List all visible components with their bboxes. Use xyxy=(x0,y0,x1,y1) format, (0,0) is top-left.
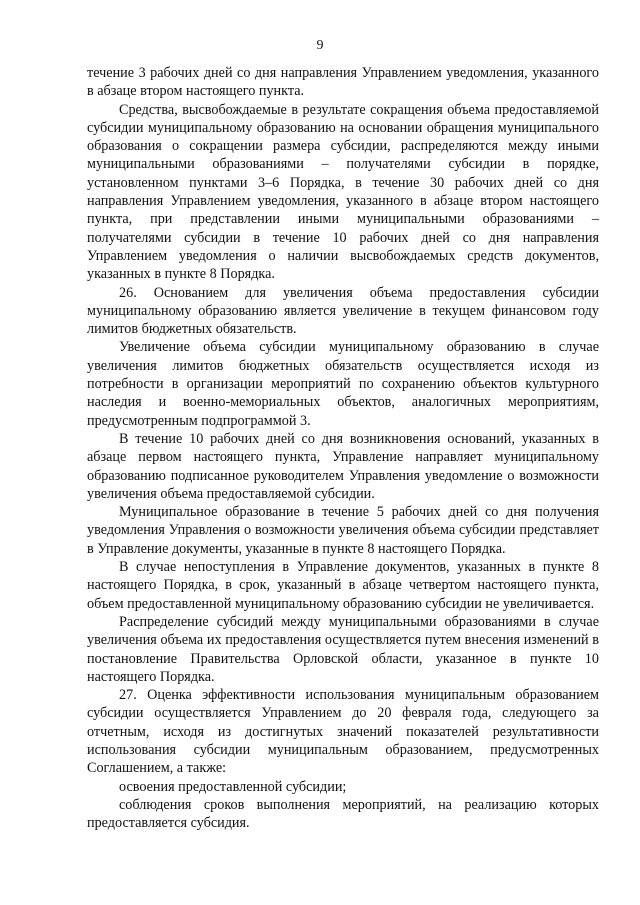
paragraph-documents-submission: Муниципальное образование в течение 5 рабочих дней со дня получения уведомления Управления о возможности увеличения объема субсидии представляет в Управление документы, указанные в пункте 8 настоящего Порядка. xyxy=(87,504,599,557)
paragraph-non-submission: В случае непоступления в Управление документов, указанных в пункте 8 настоящего Порядка, в срок, указанный в абзаце четвертом настоящего пункта, объем предоставленной муниципальному образованию субсидии не увеличивается. xyxy=(87,559,599,612)
paragraph-released-funds: Средства, высвобождаемые в результате сокращения объема предоставляемой субсидии муниципальному образованию на основании обращения муниципального образования о сокращении размера субсидии, распределяются между иными муниципальными образованиями – получателями субсидии в порядке, установленном пунктами 3–6 Порядка, в течение 30 рабочих дней со дня направления Управлением уведомления, указанного в абзаце втором настоящего пункта, при представлении иными муниципальными образованиями – получателями субсидии в течение 10 рабочих дней со дня направления Управлением уведомления о наличии высвобождаемых средств документов, указанных в пункте 8 Порядка. xyxy=(87,101,599,283)
document-body xyxy=(87,64,599,832)
paragraph-item-26: 26. Основанием для увеличения объема предоставления субсидии муниципальному образованию является увеличение в текущем финансовом году лимитов бюджетных обязательств. xyxy=(87,284,599,338)
paragraph-continuation: течение 3 рабочих дней со дня направления Управлением уведомления, указанного в абзаце втором настоящего пункта. xyxy=(87,65,599,100)
paragraph-distribution: Распределение субсидий между муниципальными образованиями в случае увеличения объема их предоставления осуществляется путем внесения изменений в постановление Правительства Орловской области, указанное в пункте 10 настоящего Порядка. xyxy=(87,613,599,685)
paragraph-criterion-2: соблюдения сроков выполнения мероприятий, на реализацию которых предоставляется субсидия. xyxy=(87,796,599,832)
paragraph-subsidy-increase: Увеличение объема субсидии муниципальному образованию в случае увеличения лимитов бюджетных обязательств осуществляется исходя из потребности в организации мероприятий по сохранению объектов культурного наследия и военно-мемориальных объектов, аналогичных мероприятиям, предусмотренным подпрограммой 3. xyxy=(87,339,599,429)
paragraph-notification: В течение 10 рабочих дней со дня возникновения оснований, указанных в абзаце первом настоящего пункта, Управление направляет муниципальному образованию подписанное руководителем Управления уведомление о возможности увеличения объема предоставляемой субсидии. xyxy=(87,430,599,502)
paragraph-item-27: 27. Оценка эффективности использования муниципальным образованием субсидии осуществляется Управлением до 20 февраля года, следующего за отчетным, исходя из достигнутых значений показателей результативности использования субсидии муниципальным образованием, предусмотренных Соглашением, а также: xyxy=(87,687,599,777)
page-number: 9 xyxy=(316,38,324,53)
paragraph-criterion-1: освоения предоставленной субсидии; xyxy=(119,778,347,795)
